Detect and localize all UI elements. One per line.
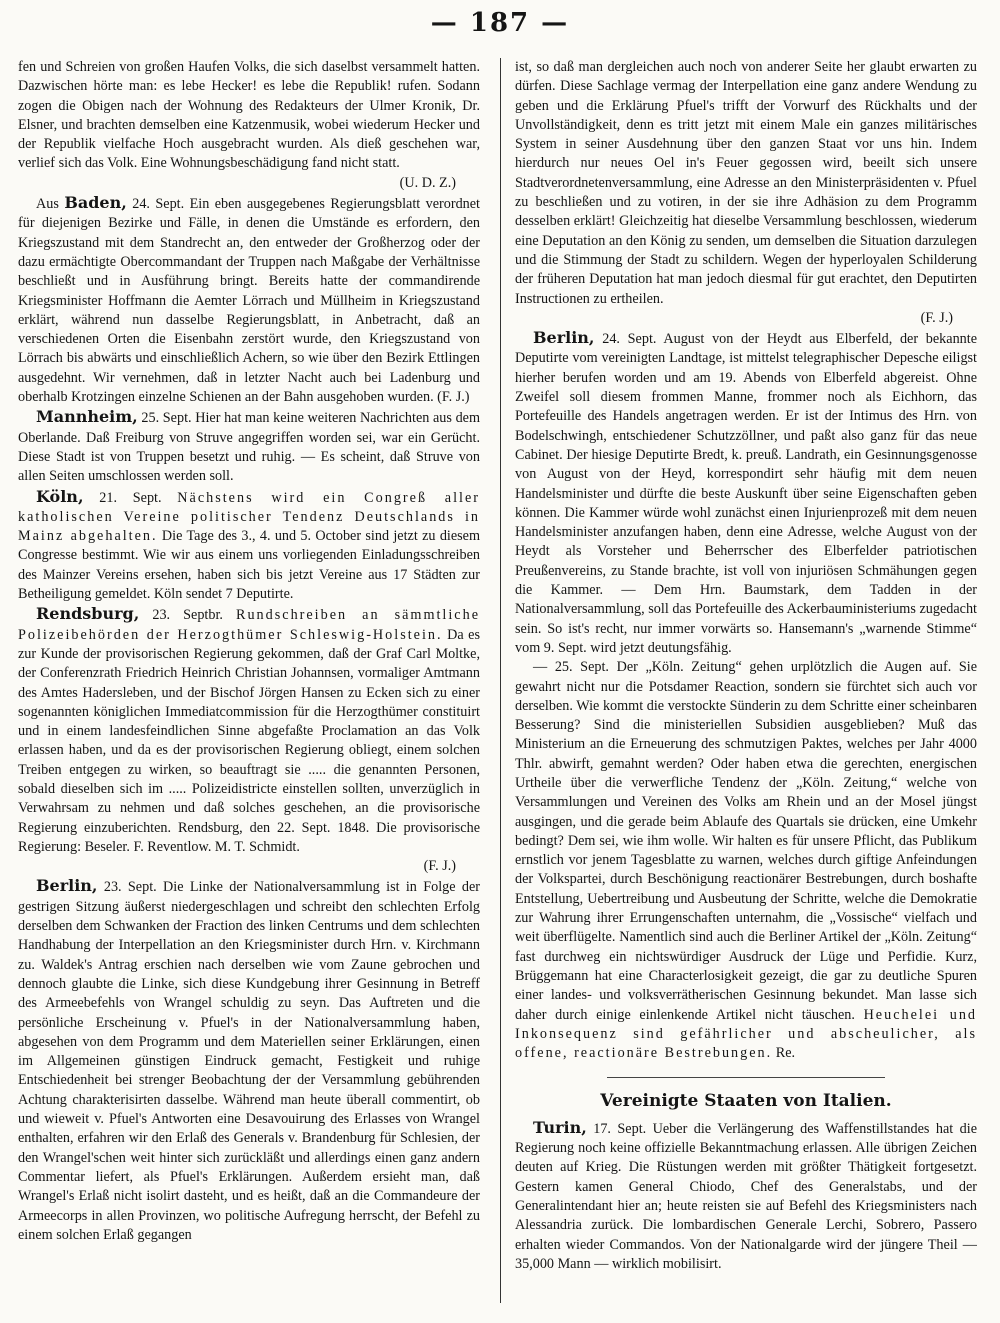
dateline-location: Berlin, (533, 328, 595, 348)
dateline-location: Turin, (533, 1117, 587, 1137)
article-text: 24. Sept. August von der Heydt aus Elberfeld, der bekannte Deputirte vom vereinigten Landtage, ist mittelst telegraphischer Depesche eiligst hierher berufen worden und am 19. Abends von Elberfeld abgereist. Ohne Zweifel soll diesem frommen Manne, frommer noch als Eichhorn, das Portefeuille des Handels angetragen werden. Er ist der Intimus des Hrn. von Bodelschwingh, entschiedener Schutzzöllner, und paßt also ganz für das neue Cabinet. Der hiesige Deputirte Bredt, k. preuß. Landrath, ein Gesinnungsgenosse von August von der Heyd, korrespondirt sehr häufig mit dem neuen Handelsminister und dürfte die beste Auskunft über seine Eigenschaften geben können. Die Kammer würde wohl zunächst einen Injurienprozeß mit dem neuen Handelsminister anzufangen haben, denn eine Adresse, welche August von der Heydt als Vorsteher und Beherrscher des Elberfelder patriotischen Preußenvereins, zu Stande brachte, ist voll von injuriösen Schmähungen gegen die Kammer. — Dem Hrn. Baumstark, dem Tadden in der Nationalversammlung, soll das Portefeuille des Ackerbauministeriums zugedacht sein. So ist's recht, nur immer vorwärts so. Hansemann's „warnende Stimme“ vom 9. Sept. wird jetzt deutungsfähig. (515, 331, 977, 656)
source-citation: (U. D. Z.) (399, 174, 456, 191)
article-turin (515, 1118, 977, 1274)
dateline-location: Mannheim, (36, 407, 138, 427)
article-text: — 25. Sept. Der „Köln. Zeitung“ gehen urplötzlich die Augen auf. Sie gewahrt nicht nur die Potsdamer Reaction, sondern sie fürchtet sich auch vor derselben. Wie kommt die verstockte Sünderin zu dem Schritte einer scheinbaren Besserung? Sind die ministeriellen Subsidien ausgeblieben? Muß das Ministerium an die Erneuerung des schmutzigen Paktes, welches per Jahr 4000 Thlr. abwirft, gemahnt werden? Oder haben etwa die gerechten, energischen Urtheile über die verwerfliche Tendenz der „Köln. Zeitung,“ welche von Versammlungen und Vereinen des Volks am Rhein und an der Mosel jüngst ausgingen, und die gerade beim Ablaufe des Quartals sie drücken, eine Umkehr bedingt? Dem sei, wie ihm wolle. Wir halten es für unsere Pflicht, das Publikum ernstlich vor jenem Tagesblatte zu warnen, welches durch giftige Anfeindungen der Volkspartei, durch Beschönigung reactionärer Bestrebungen, durch boshafte Entstellung, Uebertreibung und Ausbeutung der Schritte, welche die Demokratie zur Wahrung ihrer Errungenschaften unternahm, die „Vossische“ vielfach und weit überflügelte. Namentlich sind auch die Berliner Artikel der „Köln. Zeitung“ fast durchweg ein nichtswürdiger Ausdruck der Lüge und Perfidie. Kurz, Brüggemann hat eine Characterlosigkeit gezeigt, die gar zu deutliche Spuren einer landes- und volksverrätherischen Gesinnung bekundet. Man lasse sich daher durch einige einlenkende Artikel nicht täuschen. (515, 659, 977, 1023)
article-continuation (515, 58, 977, 309)
article-mannheim (18, 407, 480, 486)
article-text: Die Tage des 3., 4. und 5. October sind jetzt zu diesem Congresse bestimmt. Wie wir aus einem uns vorliegenden Einladungsschreiben des Mainzer Vereins ersehen, haben sich bis jetzt Vereine aus 17 Städten zur Betheiligung gemeldet. Köln sendet 7 Deputirte. (18, 528, 480, 603)
article-lead-spaced: Nächstens wird ein Congreß aller katholischen Vereine politischer Tendenz Deutschlands in Mainz abgehalten. (18, 489, 480, 545)
author-signature: Re. (775, 1045, 796, 1062)
article-baden (18, 193, 480, 407)
article-text: ist, so daß man dergleichen auch noch von anderer Seite her glaubt erwarten zu dürfen. Diese Sachlage vermag der Interpellation eine ganz andere Wendung zu geben und die Erklärung Pfuel's trifft der Vorwurf des Rückhalts und der Unvollständigkeit, denn es tritt jetzt mit einem Male ein ganzes militärisches System in seiner Ausdehnung über den ganzen Staat vor uns hin. Indem hierdurch nur neues Oel in's Feuer gegossen wird, beeilt sich unsere Stadtverordnetenversammlung, eine Adresse an den Ministerpräsidenten v. Pfuel zu beschließen und zu votiren, in der sie ihre Adhäsion zu dem Programm desselben erklärt! Gleichzeitig hat dieselbe Versammlung beschlossen, wiederum eine Deputation an den König zu senden, um demselben die Situation darzulegen und die Stimmung der Stadt zu schildern. Wegen der hyperloyalen Schilderung der früheren Deputation hat man jedoch diesmal für gut erachtet, den Deputirten Instructionen zu ertheilen. (515, 59, 977, 307)
article-text: 24. Sept. Ein eben ausgegebenes Regierungsblatt verordnet für diejenigen Bezirke und Fälle, in denen die Umstände es erfordern, den Kriegszustand mit dem Standrecht an, den entweder der Großherzog oder der dazu ermächtigte Obercommandant der Truppen nach Maßgabe der Verhältnisse beschließt und in Ausführung bringt. Bereits hatte der commandirende Kriegsminister Hoffmann die Aemter Lörrach und Müllheim in Kriegszustand erklärt, während nun dasselbe Regierungsblatt, in Anbetracht, daß an verschiedenen Orten die Eisenbahn zerstört wurde, den Kriegszustand von Lörrach bis abwärts und einschließlich Achern, so wie über den Bezirk Ettlingen ausgedehnt. Wir vernehmen, daß in letzter Nacht auch bei Ladenburg und oberhalb Krotzingen einzelne Schienen an der Bahn ausgehoben wurden. (18, 196, 480, 406)
article-rendsburg (18, 604, 480, 857)
source-citation: (F. J.) (437, 389, 470, 406)
article-berlin-2 (515, 328, 977, 658)
right-column (515, 58, 977, 1316)
dateline-location: Baden, (64, 193, 127, 213)
dateline-location: Rendsburg, (36, 604, 140, 624)
dateline-location: Köln, (36, 486, 84, 506)
dateline-location: Berlin, (36, 876, 98, 896)
column-divider (500, 58, 501, 1303)
section-heading: Vereinigte Staaten von Italien. (600, 1091, 892, 1112)
article-berlin (18, 876, 480, 1245)
article-text: fen und Schreien von großen Haufen Volks, die sich daselbst versammelt hatten. Dazwischen hörte man: es lebe Hecker! es lebe die Republik! rufen. Sodann zogen die Obigen nach der Wohnung des Redakteurs der Ulmer Kronik, Dr. Elsner, und brachten demselben eine Katzenmusik, wobei wiederum Hecker und der Republik vielfache Hoch ausgebracht wurden. Als dieß geschehen war, verlief sich das Volk. Eine Wohnungsbeschädigung fand nicht statt. (18, 59, 480, 172)
article-closing-spaced: Heuchelei und Inkonsequenz sind gefährlicher und abscheulicher, als offene, reactionäre Bestrebungen. (515, 1006, 977, 1062)
article-koeln (18, 487, 480, 605)
article-koeln-zeitung (515, 658, 977, 1063)
article-text: 23. Sept. Die Linke der Nationalversammlung ist in Folge der gestrigen Sitzung äußerst niedergeschlagen und schreibt den schlechten Erfolg derselben dem Schwanken der Fraction des linken Centrums und dem schlechten Handhabung der Interpellation an den Kriegsminister durch Hrn. v. Kirchmann zu. Waldek's Antrag erschien nach derselben wie vom Zaune gebrochen und dennoch glaubte die Linke, sich diese Kundgebung ihrer Gesinnung in Betreff des Armeebefehls von Wrangel schuldig zu seyn. Das Auftreten und die persönliche Erscheinung v. Pfuel's in der Nationalversammlung haben, abgesehen von dem Programm und dem Materiellen seiner Erklärungen, einen im Allgemeinen günstigen Eindruck gemacht, Festigkeit und ruhige Entschiedenheit bei strenger Beobachtung der der Versammlung gebührenden Achtung charakterisirten dasselbe. Während man heute überall commentirt, ob und wieweit v. Pfuel's Antworten eine Desavouirung des Erlasses von Wrangel enthalten, erfahren wir den Erlaß des Generals v. Brandenburg für Schlesien, der den Wrangel'schen weit hinter sich zurückläßt und allerdings einen ganz andern Commentar liefert, als Pfuel's Erklärungen. Außerdem ersieht man, daß Wrangel's Erlaß nicht isolirt dasteht, und es heißt, daß an die Commandeure der Armeecorps in allen Provinzen, wo politische Aufregung herrscht, der Befehl zu einem solchen Erlaß gegangen (18, 879, 480, 1243)
source-citation: (F. J.) (423, 858, 456, 875)
page-number: — 187 — (430, 8, 570, 38)
dateline-date: 21. Sept. (99, 489, 162, 506)
section-separator (607, 1077, 884, 1078)
source-citation: (F. J.) (920, 309, 953, 326)
article-continuation (18, 58, 480, 174)
article-text: Da es zur Kunde der provisorischen Regierung gekommen, daß der Graf Carl Moltke, der Conferenzrath Friedrich Heinrich Christian Johannsen, vormaliger Amtmann des Amtes Hadersleben, und der Bischof Jörgen Hansen zu Ecken sich zu einer sogenannten königlichen Immediatcommission für die Herzogthümer constituirt und in einem landesfeindlichen Sinne abgefaßte Proclamation an das Volk erlassen haben, und da es der provisorischen Regierung obliegt, einem solchen Treiben entgegen zu wirken, so beauftragt sie ..... die genannten Personen, sobald dieselben sich im ..... Polizeidistricte einstellen sollten, unverzüglich in Verwahrsam zu nehmen und daß solches geschehen, an die provisorische Regierung einzuberichten. Rendsburg, den 22. Sept. 1848. Die provisorische Regierung: Beseler. F. Reventlow. M. T. Schmidt. (18, 626, 480, 855)
article-lead-spaced: Rundschreiben an sämmtliche Polizeibehörden der Herzogthümer Schleswig-Holstein. (18, 607, 480, 643)
left-column (18, 58, 480, 1316)
article-text: 25. Sept. Hier hat man keine weiteren Nachrichten aus dem Oberlande. Daß Freiburg von Struve angegriffen worden sei, war ein Gerücht. Diese Stadt ist von Truppen besetzt und ruhig. — Es scheint, daß Struve von allen Seiten umschlossen werden soll. (18, 410, 480, 485)
article-prefix: Aus (36, 196, 59, 213)
article-text: 17. Sept. Ueber die Verlängerung des Waffenstillstandes hat die Regierung noch keine offizielle Bekanntmachung erlassen. Alle übrigen Zeichen deuten auf Krieg. Die Rüstungen werden mit größter Thätigkeit fortgesetzt. Gestern kamen General Chiodo, Chef des Generalstabs, und der Generalintendant hier an; heute reisten sie auf Befehl des Kriegsministers nach Alessandria zurück. Die lombardischen Generale Lerchi, Sobrero, Passero erhalten wieder Commandos. Von der Nationalgarde wird der jüngere Theil — 35,000 Mann — wirklich mobilisirt. (515, 1120, 977, 1272)
dateline-date: 23. Septbr. (152, 607, 223, 624)
